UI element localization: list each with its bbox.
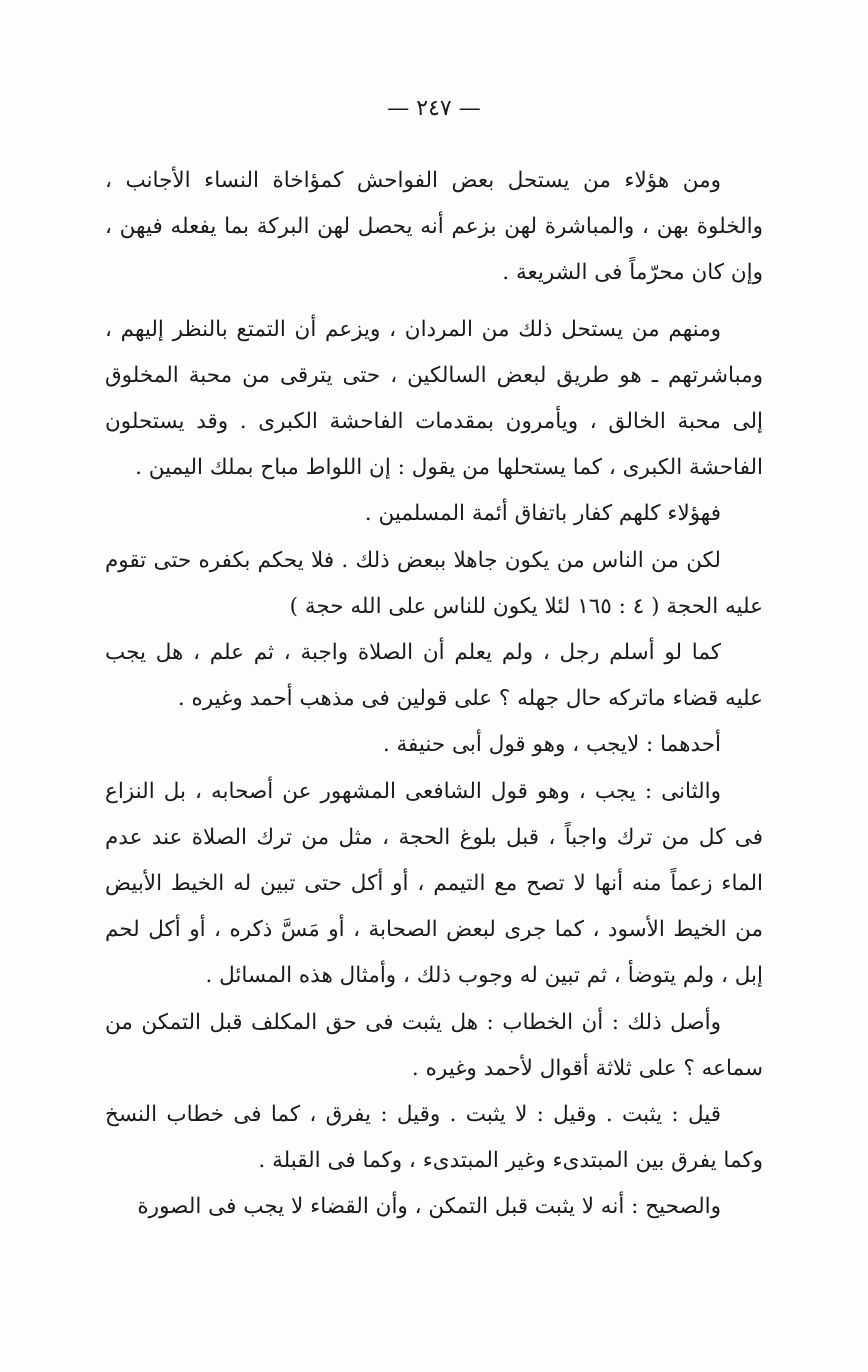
paragraph: أحدهما : لايجب ، وهو قول أبى حنيفة . [382, 732, 721, 758]
paragraph: كما لو أسلم رجل ، ولم يعلم أن الصلاة واجبة ، ثم علم ، هل يجب عليه قضاء ماتركه حال جهله ؟ على قولين فى مذهب أحمد وغيره . [105, 640, 763, 712]
paragraph: وأصل ذلك : أن الخطاب : هل يثبت فى حق المكلف قبل التمكن من سماعه ؟ على ثلاثة أقوال لأحمد وغيره . [105, 1009, 763, 1081]
page-number: — ٢٤٧ — [387, 96, 481, 121]
paragraph: والصحيح : أنه لا يثبت قبل التمكن ، وأن القضاء لا يجب فى الصورة [137, 1194, 721, 1220]
body-text [105, 158, 763, 1231]
paragraph: ومنهم من يستحل ذلك من المردان ، ويزعم أن التمتع بالنظر إليهم ، ومباشرتهم ـ هو طريق لبعض السالكين ، حتى يترقى من محبة المخلوق إلى محبة الخالق ، ويأمرون بمقدمات الفاحشة الكبرى . وقد يستحلون الفاحشة الكبرى ، كما يستحلها من يقول : إن اللواط مباح بملك اليمين . [105, 316, 763, 481]
paragraph: فهؤلاء كلهم كفار باتفاق أئمة المسلمين . [364, 501, 721, 527]
paragraph: ومن هؤلاء من يستحل بعض الفواحش كمؤاخاة النساء الأجانب ، والخلوة بهن ، والمباشرة لهن بزعم أنه يحصل لهن البركة بما يفعله فيهن ، وإن كان محرّماً فى الشريعة . [105, 168, 763, 286]
paragraph: قيل : يثبت . وقيل : لا يثبت . وقيل : يفرق ، كما فى خطاب النسخ وكما يفرق بين المبتدىء وغير المبتدىء ، وكما فى القبلة . [105, 1102, 763, 1174]
paragraph: والثانى : يجب ، وهو قول الشافعى المشهور عن أصحابه ، بل النزاع فى كل من ترك واجباً ، قبل بلوغ الحجة ، مثل من ترك الصلاة عند عدم الماء زعماً منه أنها لا تصح مع التيمم ، أو أكل حتى تبين له الخيط الأبيض من الخيط الأسود ، كما جرى لبعض الصحابة ، أو مَسَّ ذكره ، أو أكل لحم إبل ، ولم يتوضأ ، ثم تبين له وجوب ذلك ، وأمثال هذه المسائل . [105, 778, 763, 989]
paragraph: لكن من الناس من يكون جاهلا ببعض ذلك . فلا يحكم بكفره حتى تقوم عليه الحجة ( ٤ : ١٦٥ لئلا يكون للناس على الله حجة ) [105, 547, 763, 619]
